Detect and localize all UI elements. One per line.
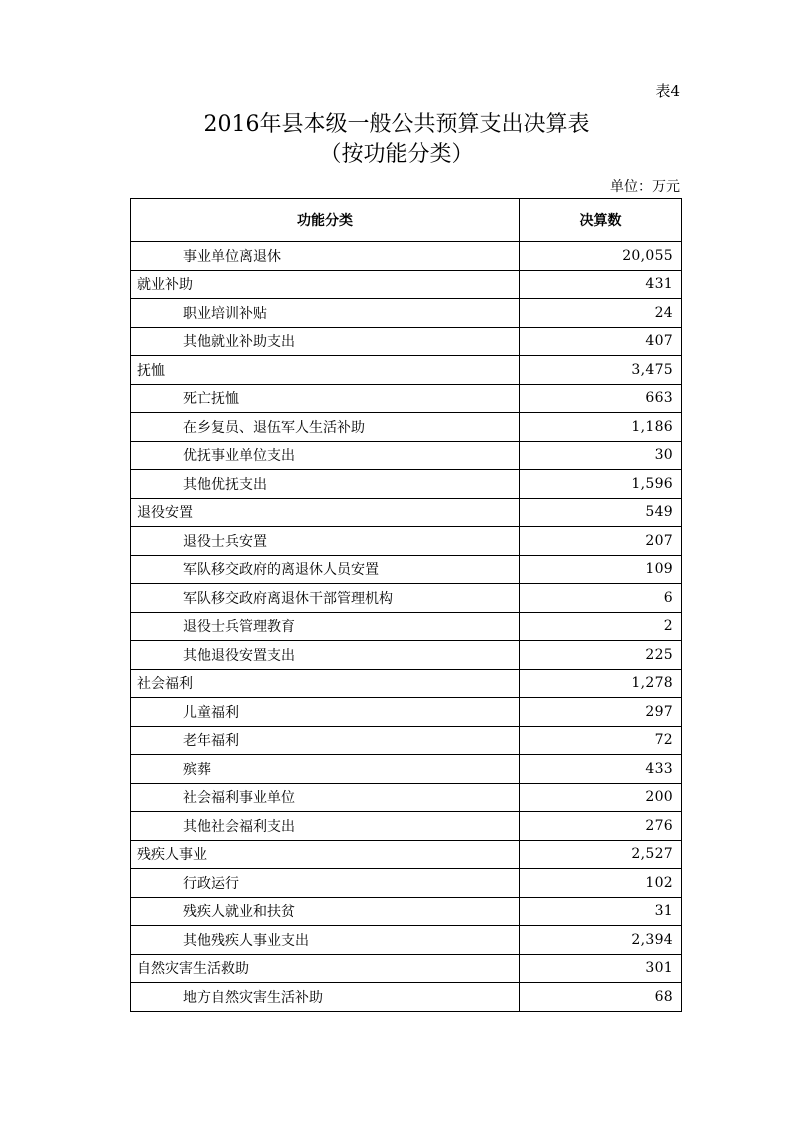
amount-cell: 24 (520, 299, 682, 328)
table-row (131, 726, 682, 755)
amount-cell: 225 (520, 641, 682, 670)
table-row (131, 840, 682, 869)
category-cell: 残疾人事业 (131, 840, 520, 869)
amount-cell: 207 (520, 527, 682, 556)
column-header-category: 功能分类 (131, 199, 520, 242)
category-cell: 退役安置 (131, 498, 520, 527)
amount-cell: 1,278 (520, 669, 682, 698)
table-row (131, 384, 682, 413)
category-cell: 军队移交政府离退休干部管理机构 (131, 584, 520, 613)
amount-cell: 433 (520, 755, 682, 784)
category-cell: 在乡复员、退伍军人生活补助 (131, 413, 520, 442)
table-row (131, 698, 682, 727)
table-row (131, 555, 682, 584)
amount-cell: 72 (520, 726, 682, 755)
table-header-row (131, 199, 682, 242)
table-row (131, 242, 682, 271)
amount-cell: 3,475 (520, 356, 682, 385)
table-row (131, 470, 682, 499)
category-cell: 其他就业补助支出 (131, 327, 520, 356)
category-cell: 事业单位离退休 (131, 242, 520, 271)
category-cell: 自然灾害生活救助 (131, 954, 520, 983)
category-cell: 地方自然灾害生活补助 (131, 983, 520, 1012)
category-cell: 其他退役安置支出 (131, 641, 520, 670)
category-cell: 其他残疾人事业支出 (131, 926, 520, 955)
amount-cell: 20,055 (520, 242, 682, 271)
table-row (131, 327, 682, 356)
category-cell: 其他社会福利支出 (131, 812, 520, 841)
category-cell: 职业培训补贴 (131, 299, 520, 328)
category-cell: 退役士兵管理教育 (131, 612, 520, 641)
amount-cell: 109 (520, 555, 682, 584)
category-cell: 军队移交政府的离退休人员安置 (131, 555, 520, 584)
table-row (131, 441, 682, 470)
amount-cell: 30 (520, 441, 682, 470)
category-cell: 抚恤 (131, 356, 520, 385)
page-title: 2016年县本级一般公共预算支出决算表 (203, 112, 590, 137)
amount-cell: 1,596 (520, 470, 682, 499)
table-row (131, 356, 682, 385)
amount-cell: 2 (520, 612, 682, 641)
category-cell: 社会福利 (131, 669, 520, 698)
table-row (131, 869, 682, 898)
table-body (131, 242, 682, 1012)
amount-cell: 301 (520, 954, 682, 983)
table-row (131, 641, 682, 670)
table-row (131, 783, 682, 812)
table-row (131, 270, 682, 299)
table-row (131, 527, 682, 556)
amount-cell: 1,186 (520, 413, 682, 442)
category-cell: 儿童福利 (131, 698, 520, 727)
amount-cell: 6 (520, 584, 682, 613)
amount-cell: 407 (520, 327, 682, 356)
table-row (131, 299, 682, 328)
column-header-amount: 决算数 (520, 199, 682, 242)
table-row (131, 755, 682, 784)
amount-cell: 102 (520, 869, 682, 898)
table-row (131, 498, 682, 527)
category-cell: 残疾人就业和扶贫 (131, 897, 520, 926)
table-row (131, 812, 682, 841)
category-cell: 殡葬 (131, 755, 520, 784)
table-row (131, 926, 682, 955)
table-row (131, 413, 682, 442)
page-subtitle: （按功能分类） (319, 142, 474, 167)
amount-cell: 2,527 (520, 840, 682, 869)
amount-cell: 276 (520, 812, 682, 841)
budget-table (130, 198, 682, 1012)
table-row (131, 954, 682, 983)
table-row (131, 612, 682, 641)
amount-cell: 297 (520, 698, 682, 727)
category-cell: 社会福利事业单位 (131, 783, 520, 812)
amount-cell: 2,394 (520, 926, 682, 955)
table-row (131, 897, 682, 926)
amount-cell: 68 (520, 983, 682, 1012)
amount-cell: 431 (520, 270, 682, 299)
category-cell: 老年福利 (131, 726, 520, 755)
table-row (131, 584, 682, 613)
table-number: 表4 (655, 82, 680, 100)
unit-label: 单位：万元 (610, 179, 680, 195)
amount-cell: 200 (520, 783, 682, 812)
category-cell: 行政运行 (131, 869, 520, 898)
category-cell: 其他优抚支出 (131, 470, 520, 499)
category-cell: 就业补助 (131, 270, 520, 299)
amount-cell: 31 (520, 897, 682, 926)
amount-cell: 663 (520, 384, 682, 413)
category-cell: 退役士兵安置 (131, 527, 520, 556)
amount-cell: 549 (520, 498, 682, 527)
table-row (131, 983, 682, 1012)
table-row (131, 669, 682, 698)
category-cell: 优抚事业单位支出 (131, 441, 520, 470)
category-cell: 死亡抚恤 (131, 384, 520, 413)
